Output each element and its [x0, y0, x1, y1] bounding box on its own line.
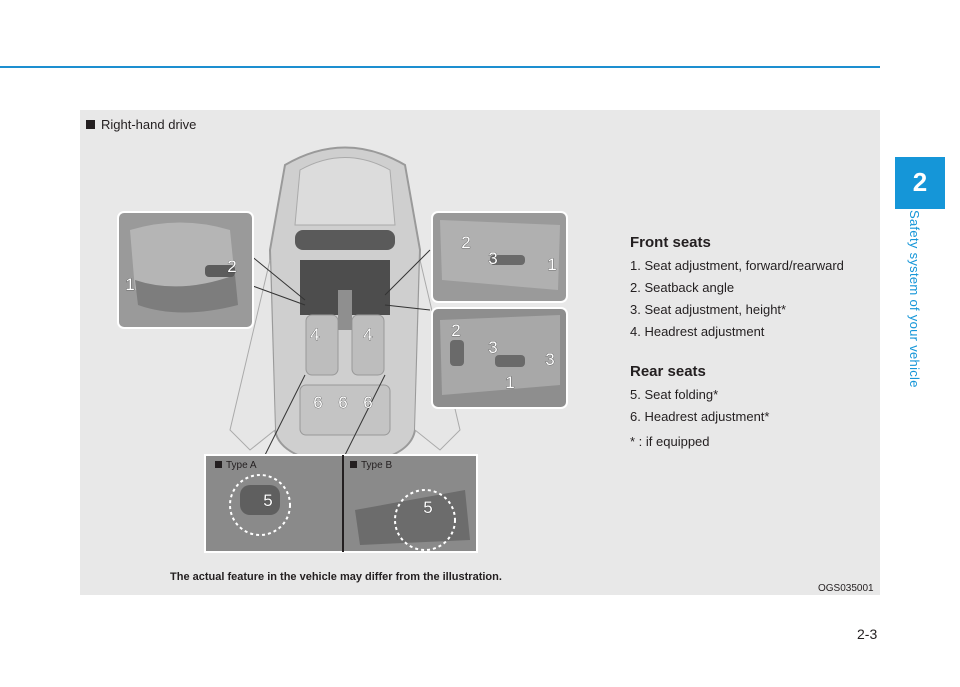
callout-5: 5: [423, 498, 433, 517]
square-bullet-icon: [86, 120, 95, 129]
seat-illustration: [110, 130, 580, 560]
rear-seats-list: [630, 384, 769, 428]
chapter-title-text: Safety system of your vehicle: [907, 210, 922, 388]
list-item: 2. Seatback angle: [630, 280, 735, 295]
car-top-view: [230, 148, 460, 466]
type-a-label: [215, 460, 257, 471]
callout-4: 4: [363, 325, 373, 344]
type-b-label-text: Type B: [361, 460, 393, 471]
list-item: 5. Seat folding*: [630, 387, 719, 402]
chapter-title: [880, 210, 940, 410]
callout-1: 1: [547, 255, 557, 274]
front-seats-heading: Front seats: [630, 234, 711, 251]
type-a-label-text: Type A: [226, 460, 257, 471]
front-seats-list: [630, 255, 844, 343]
list-item: 3. Seat adjustment, height*: [630, 302, 787, 317]
callout-2: 2: [461, 233, 471, 252]
callout-6: 6: [338, 393, 348, 412]
callout-3: 3: [488, 338, 498, 357]
callout-4: 4: [310, 325, 320, 344]
header-rule: [0, 66, 880, 68]
rear-seats-heading: Rear seats: [630, 363, 706, 380]
callout-3: 3: [545, 350, 555, 369]
callout-3: 3: [488, 249, 498, 268]
callout-2: 2: [451, 321, 461, 340]
callout-1: 1: [125, 275, 135, 294]
chapter-tab[interactable]: 2: [895, 157, 945, 207]
square-bullet-icon: [215, 461, 222, 468]
callout-6: 6: [363, 393, 373, 412]
figure-caption: The actual feature in the vehicle may differ from the illustration.: [170, 571, 502, 583]
page-number: 2-3: [857, 626, 878, 642]
list-item: 1. Seat adjustment, forward/rearward: [630, 258, 844, 273]
drive-label-text: Right-hand drive: [101, 117, 197, 132]
callout-2: 2: [227, 257, 237, 276]
callout-1: 1: [505, 373, 515, 392]
chapter-tab-rule: [895, 207, 945, 209]
square-bullet-icon: [350, 461, 357, 468]
list-item: 6. Headrest adjustment*: [630, 409, 770, 424]
callout-5: 5: [263, 491, 273, 510]
type-b-label: [350, 460, 392, 471]
callout-6: 6: [313, 393, 323, 412]
footnote: * : if equipped: [630, 434, 710, 449]
list-item: 4. Headrest adjustment: [630, 324, 765, 339]
figure-code: OGS035001: [818, 583, 874, 594]
